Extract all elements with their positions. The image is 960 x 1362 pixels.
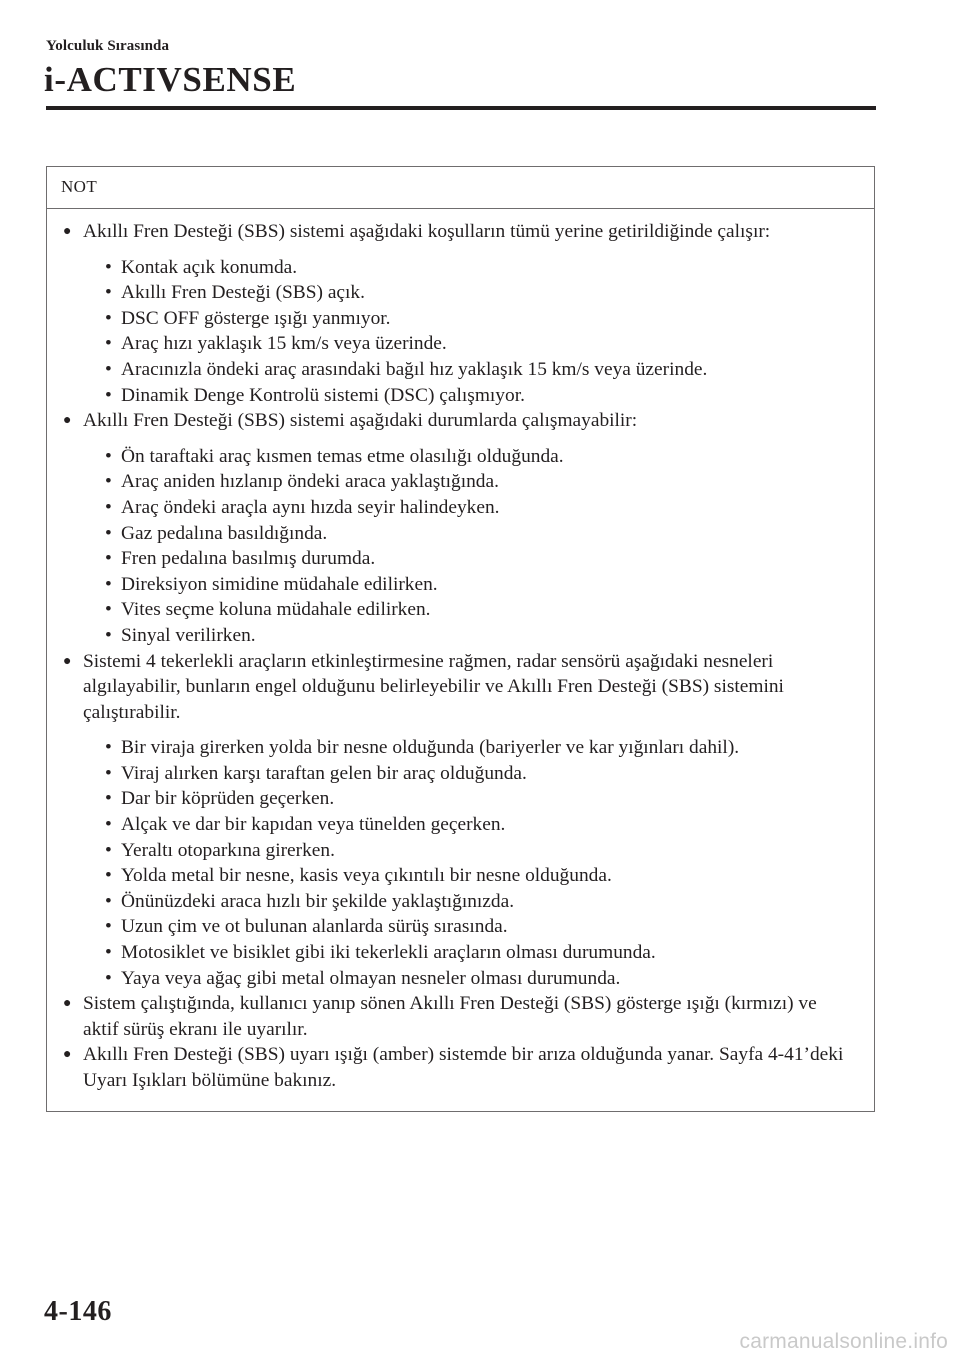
note-sub-item xyxy=(83,255,854,281)
bullet-dot-icon: ● xyxy=(63,224,72,239)
bullet-icon: • xyxy=(105,384,112,406)
note-sub-item-text: Akıllı Fren Desteği (SBS) açık. xyxy=(121,282,365,304)
bullet-icon: • xyxy=(105,967,112,989)
note-sub-item-text: DSC OFF gösterge ışığı yanmıyor. xyxy=(121,307,391,329)
bullet-icon: • xyxy=(105,445,112,467)
bullet-icon: • xyxy=(105,548,112,570)
note-sub-item xyxy=(83,383,854,409)
bullet-icon: • xyxy=(105,358,112,380)
note-sub-item-text: Sinyal verilirken. xyxy=(121,624,256,646)
note-sub-list xyxy=(83,444,854,649)
note-sub-item-text: Önünüzdeki araca hızlı bir şekilde yaklaştığınızda. xyxy=(121,890,515,912)
bullet-icon: • xyxy=(105,624,112,646)
bullet-icon: • xyxy=(105,522,112,544)
bullet-icon: • xyxy=(105,599,112,621)
note-sub-item-text: Direksiyon simidine müdahale edilirken. xyxy=(121,573,438,595)
note-box xyxy=(46,166,875,1112)
note-sub-item xyxy=(83,521,854,547)
note-sub-item-text: Ön taraftaki araç kısmen temas etme olasılığı olduğunda. xyxy=(121,445,564,467)
note-sub-item xyxy=(83,761,854,787)
note-sub-item-text: Motosiklet ve bisiklet gibi iki tekerlekli araçların olması durumunda. xyxy=(121,942,656,964)
note-item-text: Akıllı Fren Desteği (SBS) sistemi aşağıdaki koşulların tümü yerine getirildiğinde çalışır: xyxy=(83,221,771,242)
note-sub-item-text: Kontak açık konumda. xyxy=(121,256,298,278)
bullet-icon: • xyxy=(105,256,112,278)
note-sub-item xyxy=(83,597,854,623)
bullet-icon: • xyxy=(105,890,112,912)
note-item xyxy=(63,649,854,992)
note-item-text: Sistem çalıştığında, kullanıcı yanıp sönen Akıllı Fren Desteği (SBS) gösterge ışığı (kırmızı) ve aktif sürüş ekranı ile uyarılır. xyxy=(83,993,817,1040)
bullet-dot-icon: ● xyxy=(63,1047,72,1063)
note-sub-item-text: Araç aniden hızlanıp öndeki araca yaklaştığında. xyxy=(121,471,499,493)
note-item-text: Sistemi 4 tekerlekli araçların etkinleştirmesine rağmen, radar sensörü aşağıdaki nesneleri algılayabilir, bunların engel olduğunu belirleyebilir ve Akıllı Fren Desteği (SBS) sistemini çalıştırabilir. xyxy=(83,650,784,723)
bullet-dot-icon: ● xyxy=(63,413,72,429)
bullet-icon: • xyxy=(105,333,112,355)
note-sub-item xyxy=(83,546,854,572)
bullet-icon: • xyxy=(105,762,112,784)
note-sub-item-text: Aracınızla öndeki araç arasındaki bağıl hız yaklaşık 15 km/s veya üzerinde. xyxy=(121,358,708,380)
note-sub-list xyxy=(83,255,854,409)
note-header: NOT xyxy=(47,167,874,209)
note-item-text: Akıllı Fren Desteği (SBS) uyarı ışığı (amber) sistemde bir arıza olduğunda yanar. Sayfa 4-41’deki Uyarı Işıkları bölümüne bakınız. xyxy=(83,1044,844,1091)
bullet-icon: • xyxy=(105,814,112,836)
note-sub-item xyxy=(83,572,854,598)
bullet-dot-icon: ● xyxy=(63,996,72,1012)
note-sub-item-text: Araç hızı yaklaşık 15 km/s veya üzerinde. xyxy=(121,333,447,355)
note-sub-item-text: Uzun çim ve ot bulunan alanlarda sürüş sırasında. xyxy=(121,916,508,938)
note-sub-item xyxy=(83,623,854,649)
note-sub-item xyxy=(83,786,854,812)
bullet-icon: • xyxy=(105,839,112,861)
note-sub-item xyxy=(83,838,854,864)
note-sub-item-text: Gaz pedalına basıldığında. xyxy=(121,522,328,544)
note-sub-item-text: Alçak ve dar bir kapıdan veya tünelden geçerken. xyxy=(121,814,506,836)
note-sub-item xyxy=(83,357,854,383)
note-sub-item xyxy=(83,914,854,940)
note-sub-item-text: Yaya veya ağaç gibi metal olmayan nesneler olması durumunda. xyxy=(121,967,621,989)
note-sub-item-text: Vites seçme koluna müdahale edilirken. xyxy=(121,599,431,621)
note-sub-item-text: Viraj alırken karşı taraftan gelen bir araç olduğunda. xyxy=(121,762,527,784)
bullet-icon: • xyxy=(105,737,112,759)
note-sub-item-text: Dinamik Denge Kontrolü sistemi (DSC) çalışmıyor. xyxy=(121,384,525,406)
note-sub-item xyxy=(83,966,854,992)
note-sub-list xyxy=(83,735,854,991)
note-sub-item-text: Yeraltı otoparkına girerken. xyxy=(121,839,335,861)
bullet-icon: • xyxy=(105,916,112,938)
bullet-icon: • xyxy=(105,942,112,964)
chapter-title: i-ACTIVSENSE xyxy=(44,60,297,99)
note-sub-item xyxy=(83,863,854,889)
title-rule xyxy=(46,106,876,110)
note-sub-item xyxy=(83,495,854,521)
note-sub-item xyxy=(83,306,854,332)
note-sub-item-text: Araç öndeki araçla aynı hızda seyir halindeyken. xyxy=(121,496,500,518)
bullet-icon: • xyxy=(105,573,112,595)
bullet-icon: • xyxy=(105,471,112,493)
note-sub-item xyxy=(83,331,854,357)
bullet-icon: • xyxy=(105,865,112,887)
watermark: carmanualsonline.info xyxy=(739,1330,948,1353)
note-sub-item xyxy=(83,469,854,495)
bullet-icon: • xyxy=(105,496,112,518)
bullet-icon: • xyxy=(105,282,112,304)
bullet-dot-icon: ● xyxy=(63,653,72,669)
note-sub-item xyxy=(83,940,854,966)
note-sub-item xyxy=(83,735,854,761)
note-sub-item-text: Yolda metal bir nesne, kasis veya çıkıntılı bir nesne olduğunda. xyxy=(121,865,612,887)
note-sub-item xyxy=(83,889,854,915)
note-item-text: Akıllı Fren Desteği (SBS) sistemi aşağıdaki durumlarda çalışmayabilir: xyxy=(83,410,638,432)
note-sub-item-text: Fren pedalına basılmış durumda. xyxy=(121,548,376,570)
note-item xyxy=(63,991,854,1042)
bullet-icon: • xyxy=(105,788,112,810)
note-sub-item-text: Bir viraja girerken yolda bir nesne olduğunda (bariyerler ve kar yığınları dahil). xyxy=(121,737,740,759)
note-body xyxy=(47,209,874,1094)
note-sub-item xyxy=(83,280,854,306)
note-item xyxy=(63,1042,854,1093)
note-sub-item xyxy=(83,812,854,838)
note-item xyxy=(63,219,854,408)
note-sub-item-text: Dar bir köprüden geçerken. xyxy=(121,788,335,810)
note-sub-item xyxy=(83,444,854,470)
bullet-icon: • xyxy=(105,307,112,329)
note-item xyxy=(63,408,854,648)
section-label: Yolculuk Sırasında xyxy=(46,38,170,54)
page-number: 4-146 xyxy=(44,1296,112,1327)
